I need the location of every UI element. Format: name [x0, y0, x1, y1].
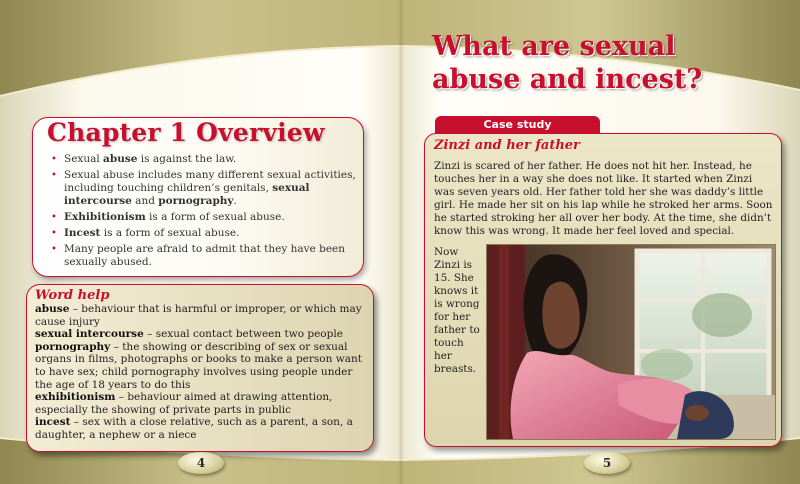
case-study-box: [424, 133, 782, 447]
overview-item: [47, 243, 359, 269]
definition-text: – sexual contact between two people: [143, 328, 343, 341]
overview-text: .: [233, 195, 237, 207]
definition-entry: [35, 341, 371, 391]
page-number-right: 5: [584, 452, 630, 474]
definition-term: exhibitionism: [35, 391, 116, 404]
overview-text: Sexual: [64, 153, 104, 165]
bullet-icon: •: [51, 228, 57, 239]
bullet-icon: •: [51, 170, 57, 181]
definition-entry: [35, 328, 371, 341]
overview-item: [47, 169, 359, 208]
case-study-story: Zinzi is scared of her father. He does not hit her. Instead, he touches her in a way she does not like. It started when Zinzi was seven years old. Her father told her she was daddy’s little girl. He made her sit on his lap while he stroked her arms. Soon he started stroking her all over her body. At the time, she didn’t know this was wrong. It made her feel loved and special.: [434, 160, 773, 237]
overview-text: Many people are afraid to admit that they have been sexually abused.: [64, 243, 346, 268]
overview-item: [47, 153, 359, 166]
definition-term: pornography: [35, 340, 111, 353]
overview-list: [47, 153, 359, 272]
case-study-heading: Zinzi and her father: [434, 138, 580, 153]
overview-text: and: [131, 195, 159, 207]
overview-heading: Chapter 1 Overview: [47, 118, 325, 147]
case-study-tab: Case study: [435, 116, 600, 134]
overview-text: is a form of sexual abuse.: [145, 211, 285, 223]
definition-entry: [35, 416, 371, 441]
overview-item: [47, 211, 359, 224]
case-study-story-continued: Now Zinzi is 15. She knows it is wrong for her father to touch her breasts.: [434, 246, 480, 375]
definition-entry: [35, 303, 371, 328]
bullet-icon: •: [51, 154, 57, 165]
definition-text: – behaviour that is harmful or improper, or which may cause injury: [35, 303, 362, 328]
overview-keyword: pornography: [158, 195, 234, 207]
overview-keyword: sexual intercourse: [64, 182, 310, 207]
definition-term: incest: [35, 416, 71, 429]
overview-text: Sexual abuse includes many different sexual activities, including touching children’s genitals,: [64, 169, 356, 194]
word-help-box: [26, 284, 374, 452]
page-title: What are sexual abuse and incest?: [432, 31, 703, 95]
overview-keyword: Incest: [64, 227, 101, 239]
word-help-definitions: [35, 303, 371, 442]
chapter-overview-box: [32, 117, 364, 277]
definition-term: abuse: [35, 303, 70, 315]
definition-text: – the showing or describing of sex or sexual organs in films, photographs or books to make a person want to have sex; child pornography involves using people under the age of 18 years to do this: [35, 340, 362, 391]
definition-entry: [35, 391, 371, 416]
definition-text: – sex with a close relative, such as a parent, a son, a daughter, a nephew or a niece: [35, 416, 353, 441]
overview-keyword: Exhibitionism: [64, 211, 146, 223]
case-study-photo: [486, 244, 776, 440]
bullet-icon: •: [51, 244, 57, 255]
page-number-left: 4: [178, 452, 224, 474]
overview-text: is a form of sexual abuse.: [100, 227, 240, 239]
overview-keyword: abuse: [103, 153, 138, 165]
bullet-icon: •: [51, 212, 57, 223]
word-help-heading: Word help: [35, 288, 110, 303]
book-spine: [398, 0, 404, 484]
definition-text: – behaviour aimed at drawing attention, especially the showing of private parts in public: [35, 391, 333, 416]
girl-by-window-photo: [487, 245, 775, 439]
definition-term: sexual intercourse: [35, 328, 144, 341]
overview-item: [47, 227, 359, 240]
overview-text: is against the law.: [137, 153, 237, 165]
